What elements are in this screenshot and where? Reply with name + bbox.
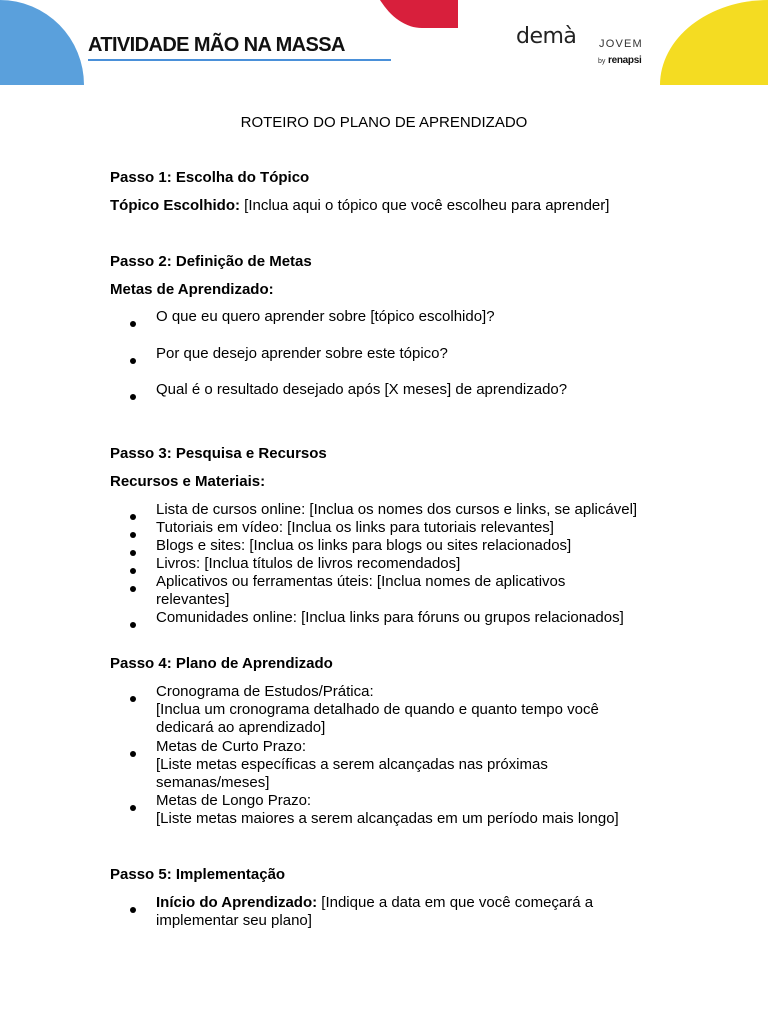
bullet-icon (130, 689, 142, 706)
list-item: Qual é o resultado desejado após [X meses] de aprendizado? (156, 381, 568, 398)
list-item-detail: [Liste metas específicas a serem alcançadas nas próximas (156, 756, 548, 773)
list-item: Por que desejo aprender sobre este tópico? (156, 345, 448, 362)
list-item-continuation: relevantes] (156, 591, 230, 608)
logo-sub-text: JOVEM (599, 38, 643, 50)
bullet-icon (130, 507, 142, 524)
step2-subheading: Metas de Aprendizado: (110, 281, 274, 298)
bullet-icon (130, 579, 142, 596)
list-item: Metas de Longo Prazo: (156, 792, 312, 809)
step1-heading: Passo 1: Escolha do Tópico (110, 169, 310, 186)
bullet-icon (130, 561, 142, 578)
header-underline (88, 59, 391, 61)
step3-subheading: Recursos e Materiais: (110, 473, 266, 490)
logo-brand-text: renapsi (608, 55, 642, 66)
list-item-detail: dedicará ao aprendizado] (156, 719, 326, 736)
list-item-continuation: implementar seu plano] (156, 912, 312, 929)
blue-corner-shape (0, 0, 84, 85)
list-item: Livros: [Inclua títulos de livros recomendados] (156, 555, 461, 572)
list-item: Cronograma de Estudos/Prática: (156, 683, 374, 700)
bullet-icon (130, 543, 142, 560)
step4-heading: Passo 4: Plano de Aprendizado (110, 655, 333, 672)
bullet-icon (130, 615, 142, 632)
header-title: ATIVIDADE MÃO NA MASSA (88, 34, 345, 56)
list-item: Blogs e sites: [Inclua os links para blogs ou sites relacionados] (156, 537, 572, 554)
step3-heading: Passo 3: Pesquisa e Recursos (110, 445, 327, 462)
logo-by-text: by (598, 58, 606, 65)
bullet-icon (130, 798, 142, 815)
logo-main-text: demà (516, 24, 577, 49)
bullet-icon (130, 900, 142, 917)
yellow-corner-shape (660, 0, 768, 85)
list-item: Lista de cursos online: [Inclua os nomes dos cursos e links, se aplicável] (156, 501, 638, 518)
list-item: Metas de Curto Prazo: (156, 738, 307, 755)
dema-jovem-logo (516, 24, 643, 66)
list-item (156, 894, 676, 912)
bullet-icon (130, 314, 142, 331)
step5-text: [Indique a data em que você começará a (317, 894, 594, 911)
bullet-icon (130, 744, 142, 761)
list-item-detail: semanas/meses] (156, 774, 270, 791)
step1-topic-line (110, 197, 670, 215)
list-item: O que eu quero aprender sobre [tópico escolhido]? (156, 308, 495, 325)
list-item: Tutoriais em vídeo: [Inclua os links para tutoriais relevantes] (156, 519, 554, 536)
step1-label: Tópico Escolhido: (110, 197, 240, 214)
list-item: Aplicativos ou ferramentas úteis: [Inclua nomes de aplicativos (156, 573, 566, 590)
step5-label: Início do Aprendizado: (156, 894, 318, 911)
document-title: ROTEIRO DO PLANO DE APRENDIZADO (240, 114, 528, 131)
bullet-icon (130, 525, 142, 542)
list-item-detail: [Inclua um cronograma detalhado de quando e quanto tempo você (156, 701, 599, 718)
list-item-detail: [Liste metas maiores a serem alcançadas em um período mais longo] (156, 810, 619, 827)
list-item: Comunidades online: [Inclua links para fóruns ou grupos relacionados] (156, 609, 624, 626)
step2-heading: Passo 2: Definição de Metas (110, 253, 312, 270)
step5-heading: Passo 5: Implementação (110, 866, 286, 883)
bullet-icon (130, 351, 142, 368)
red-corner-shape (362, 0, 458, 28)
step1-text: [Inclua aqui o tópico que você escolheu para aprender] (240, 197, 610, 214)
bullet-icon (130, 387, 142, 404)
